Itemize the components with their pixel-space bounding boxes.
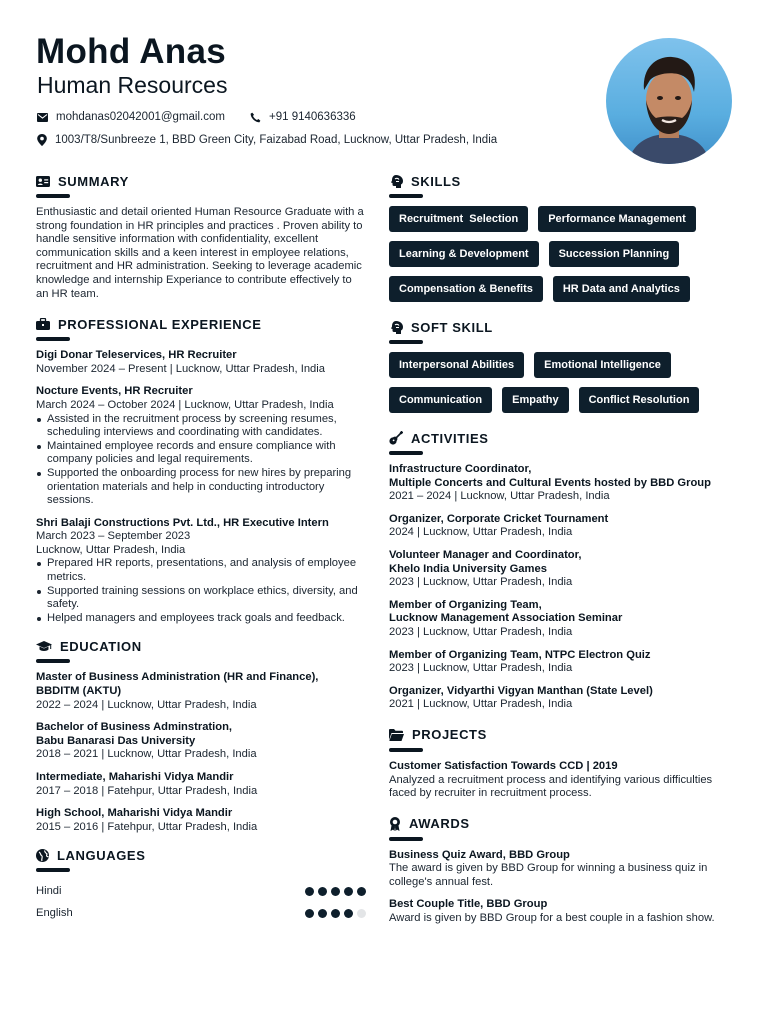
- activity-entry: [389, 649, 739, 676]
- language-name: English: [36, 907, 73, 920]
- proficiency-dot-filled: [344, 887, 353, 896]
- education-entry: [36, 771, 366, 798]
- proficiency-dots: [305, 887, 366, 896]
- activity-meta: 2021 – 2024 | Lucknow, Uttar Pradesh, India: [389, 490, 610, 503]
- soft-skills-section: [389, 318, 739, 413]
- skills-tags: [389, 206, 739, 302]
- activity-meta: 2021 | Lucknow, Uttar Pradesh, India: [389, 698, 573, 711]
- bullet-item: Supported the onboarding process for new hires by preparing orientation materials and help in conducting introductory sessions.: [36, 467, 366, 508]
- activities-heading: ACTIVITIES: [411, 430, 489, 446]
- contact-email[interactable]: [37, 111, 225, 123]
- activity-meta: 2023 | Lucknow, Uttar Pradesh, India: [389, 625, 573, 638]
- experience-section: [36, 315, 366, 625]
- section-underline: [36, 194, 70, 198]
- job-meta: March 2023 – September 2023: [36, 530, 191, 543]
- activity-entry: [389, 463, 739, 504]
- skills-heading: SKILLS: [411, 173, 461, 189]
- skill-tag: Learning & Development: [389, 241, 539, 267]
- institution: Babu Banarasi Das University: [36, 734, 196, 747]
- award-entry: [389, 898, 739, 925]
- avatar: [606, 38, 732, 164]
- activity-role: Organizer, Vidyarthi Vigyan Manthan (State Level): [389, 684, 653, 697]
- section-underline: [389, 340, 423, 344]
- globe-icon: [36, 849, 49, 862]
- job-title: Shri Balaji Constructions Pvt. Ltd., HR Executive Intern: [36, 516, 329, 529]
- phone-icon: [250, 112, 261, 123]
- soft-skill-tag: Interpersonal Abilities: [389, 352, 524, 378]
- right-column: [389, 172, 739, 935]
- skills-section: [389, 172, 739, 302]
- envelope-icon: [37, 113, 48, 122]
- soft-skill-tag: Emotional Intelligence: [534, 352, 671, 378]
- language-row: [36, 902, 366, 924]
- languages-heading: LANGUAGES: [57, 847, 146, 863]
- contact-phone[interactable]: [250, 111, 356, 123]
- section-underline: [389, 748, 423, 752]
- soft-skills-heading: SOFT SKILL: [411, 319, 493, 335]
- projects-section: [389, 726, 739, 801]
- award-description: Award is given by BBD Group for a best couple in a fashion show.: [389, 912, 715, 925]
- language-row: [36, 880, 366, 902]
- soft-skill-tag: Empathy: [502, 387, 568, 413]
- award-title: Best Couple Title, BBD Group: [389, 898, 548, 911]
- soft-skill-tag: Communication: [389, 387, 492, 413]
- project-description: Analyzed a recruitment process and identifying various difficulties faced by recruiter in recruitment process.: [389, 773, 713, 800]
- education-entry: [36, 721, 366, 762]
- skill-tag: Succession Planning: [549, 241, 680, 267]
- degree-line: Intermediate, Maharishi Vidya Mandir: [36, 771, 234, 783]
- activity-role: Organizer, Corporate Cricket Tournament: [389, 512, 609, 525]
- education-meta: 2018 – 2021 | Lucknow, Uttar Pradesh, India: [36, 748, 257, 761]
- education-section: [36, 637, 366, 834]
- award-description: The award is given by BBD Group for winning a business quiz in college's annual fest.: [389, 862, 708, 888]
- section-underline: [389, 194, 423, 198]
- job-title: Nocture Events, HR Recruiter: [36, 385, 193, 398]
- proficiency-dot-filled: [318, 887, 327, 896]
- award-ribbon-icon: [389, 817, 401, 831]
- activity-role: Member of Organizing Team,: [389, 598, 542, 611]
- candidate-name: Mohd Anas: [36, 32, 227, 71]
- email-text: mohdanas02042001@gmail.com: [56, 111, 225, 123]
- proficiency-dot-filled: [344, 909, 353, 918]
- language-name: Hindi: [36, 885, 62, 898]
- awards-heading: AWARDS: [409, 816, 470, 832]
- activity-role: Infrastructure Coordinator,: [389, 463, 532, 475]
- institution: BBDITM (AKTU): [36, 685, 122, 698]
- left-column: [36, 172, 366, 924]
- bullet-item: Supported training sessions on workplace ethics, diversity, and safety.: [36, 585, 366, 612]
- section-underline: [36, 868, 70, 872]
- experience-entry: [36, 349, 366, 376]
- proficiency-dots: [305, 909, 366, 918]
- job-meta: November 2024 – Present | Lucknow, Uttar Pradesh, India: [36, 362, 325, 375]
- education-entry: [36, 807, 366, 834]
- proficiency-dot-filled: [331, 909, 340, 918]
- activity-entry: [389, 549, 739, 590]
- activity-event: Khelo India University Games: [389, 562, 547, 575]
- bullet-item: Assisted in the recruitment process by screening resumes, scheduling interviews and coordinating with candidates.: [36, 413, 366, 440]
- soft-skills-tags: [389, 352, 739, 413]
- activity-entry: [389, 685, 739, 712]
- proficiency-dot-filled: [305, 909, 314, 918]
- profile-photo: [606, 38, 732, 164]
- section-underline: [389, 837, 423, 841]
- activity-event: Lucknow Management Association Seminar: [389, 612, 623, 625]
- graduation-cap-icon: [36, 641, 52, 652]
- skill-tag: Compensation & Benefits: [389, 276, 543, 302]
- project-title: Customer Satisfaction Towards CCD | 2019: [389, 759, 618, 772]
- section-underline: [36, 337, 70, 341]
- proficiency-dot-filled: [357, 887, 366, 896]
- skill-tag: Recruitment Selection: [389, 206, 528, 232]
- section-underline: [389, 451, 423, 455]
- activity-entry: [389, 513, 739, 540]
- education-meta: 2015 – 2016 | Fatehpur, Uttar Pradesh, India: [36, 820, 258, 833]
- folder-icon: [389, 729, 404, 741]
- guitar-icon: [389, 431, 403, 445]
- languages-section: [36, 846, 366, 924]
- summary-section: [36, 172, 366, 301]
- bullet-item: Maintained employee records and ensure compliance with company policies and legal requirements.: [36, 440, 366, 467]
- summary-text: Enthusiastic and detail oriented Human Resource Graduate with a strong foundation in HR principles and practices . Proven ability to handle sensitive information with confidentiality, excellent communication skills and a keen interest in employee relations, recruitment and HR administration. Seeking to leverage academic knowledge and internship Experiance to contribute effectively to an HR team.: [36, 206, 364, 300]
- brain-icon: [389, 321, 403, 334]
- projects-heading: PROJECTS: [412, 727, 487, 743]
- briefcase-icon: [36, 318, 50, 330]
- bullet-item: Helped managers and employees track goals and feedback.: [36, 612, 366, 626]
- project-entry: [389, 760, 739, 801]
- activity-meta: 2023 | Lucknow, Uttar Pradesh, India: [389, 576, 573, 589]
- experience-entry: [36, 385, 366, 507]
- activity-role: Member of Organizing Team, NTPC Electron Quiz: [389, 648, 651, 661]
- bullet-item: Prepared HR reports, presentations, and analysis of employee metrics.: [36, 557, 366, 584]
- skill-tag: HR Data and Analytics: [553, 276, 690, 302]
- degree-line: High School, Maharishi Vidya Mandir: [36, 807, 233, 820]
- education-heading: EDUCATION: [60, 638, 142, 654]
- job-location: Lucknow, Uttar Pradesh, India: [36, 543, 186, 556]
- contact-address: [37, 134, 497, 146]
- award-title: Business Quiz Award, BBD Group: [389, 848, 570, 861]
- award-entry: [389, 849, 739, 890]
- proficiency-dot-empty: [357, 909, 366, 918]
- degree-line: Bachelor of Business Adminstration,: [36, 721, 233, 734]
- experience-entry: [36, 517, 366, 626]
- id-card-icon: [36, 176, 50, 187]
- address-text: 1003/T8/Sunbreeze 1, BBD Green City, Faizabad Road, Lucknow, Uttar Pradesh, India: [55, 134, 498, 146]
- section-underline: [36, 659, 70, 663]
- degree-line: Master of Business Administration (HR and Finance),: [36, 671, 319, 684]
- phone-text: +91 9140636336: [269, 111, 356, 123]
- proficiency-dot-filled: [318, 909, 327, 918]
- skill-tag: Performance Management: [538, 206, 696, 232]
- activity-meta: 2023 | Lucknow, Uttar Pradesh, India: [389, 662, 573, 675]
- summary-heading: SUMMARY: [58, 173, 129, 189]
- activities-section: [389, 429, 739, 712]
- activity-role: Volunteer Manager and Coordinator,: [389, 548, 582, 561]
- job-title: Digi Donar Teleservices, HR Recruiter: [36, 349, 237, 362]
- proficiency-dot-filled: [305, 887, 314, 896]
- education-meta: 2022 – 2024 | Lucknow, Uttar Pradesh, India: [36, 698, 257, 711]
- education-meta: 2017 – 2018 | Fatehpur, Uttar Pradesh, India: [36, 784, 258, 797]
- activity-entry: [389, 599, 739, 640]
- location-pin-icon: [37, 134, 47, 146]
- activity-meta: 2024 | Lucknow, Uttar Pradesh, India: [389, 526, 573, 539]
- candidate-title: Human Resources: [37, 72, 228, 98]
- experience-heading: PROFESSIONAL EXPERIENCE: [58, 316, 262, 332]
- awards-section: [389, 815, 739, 926]
- job-meta: March 2024 – October 2024 | Lucknow, Uttar Pradesh, India: [36, 398, 334, 411]
- proficiency-dot-filled: [331, 887, 340, 896]
- brain-icon: [389, 175, 403, 188]
- job-bullets: [36, 557, 366, 625]
- activity-event: Multiple Concerts and Cultural Events hosted by BBD Group: [389, 476, 711, 489]
- education-entry: [36, 671, 366, 712]
- job-bullets: [36, 413, 366, 508]
- soft-skill-tag: Conflict Resolution: [579, 387, 700, 413]
